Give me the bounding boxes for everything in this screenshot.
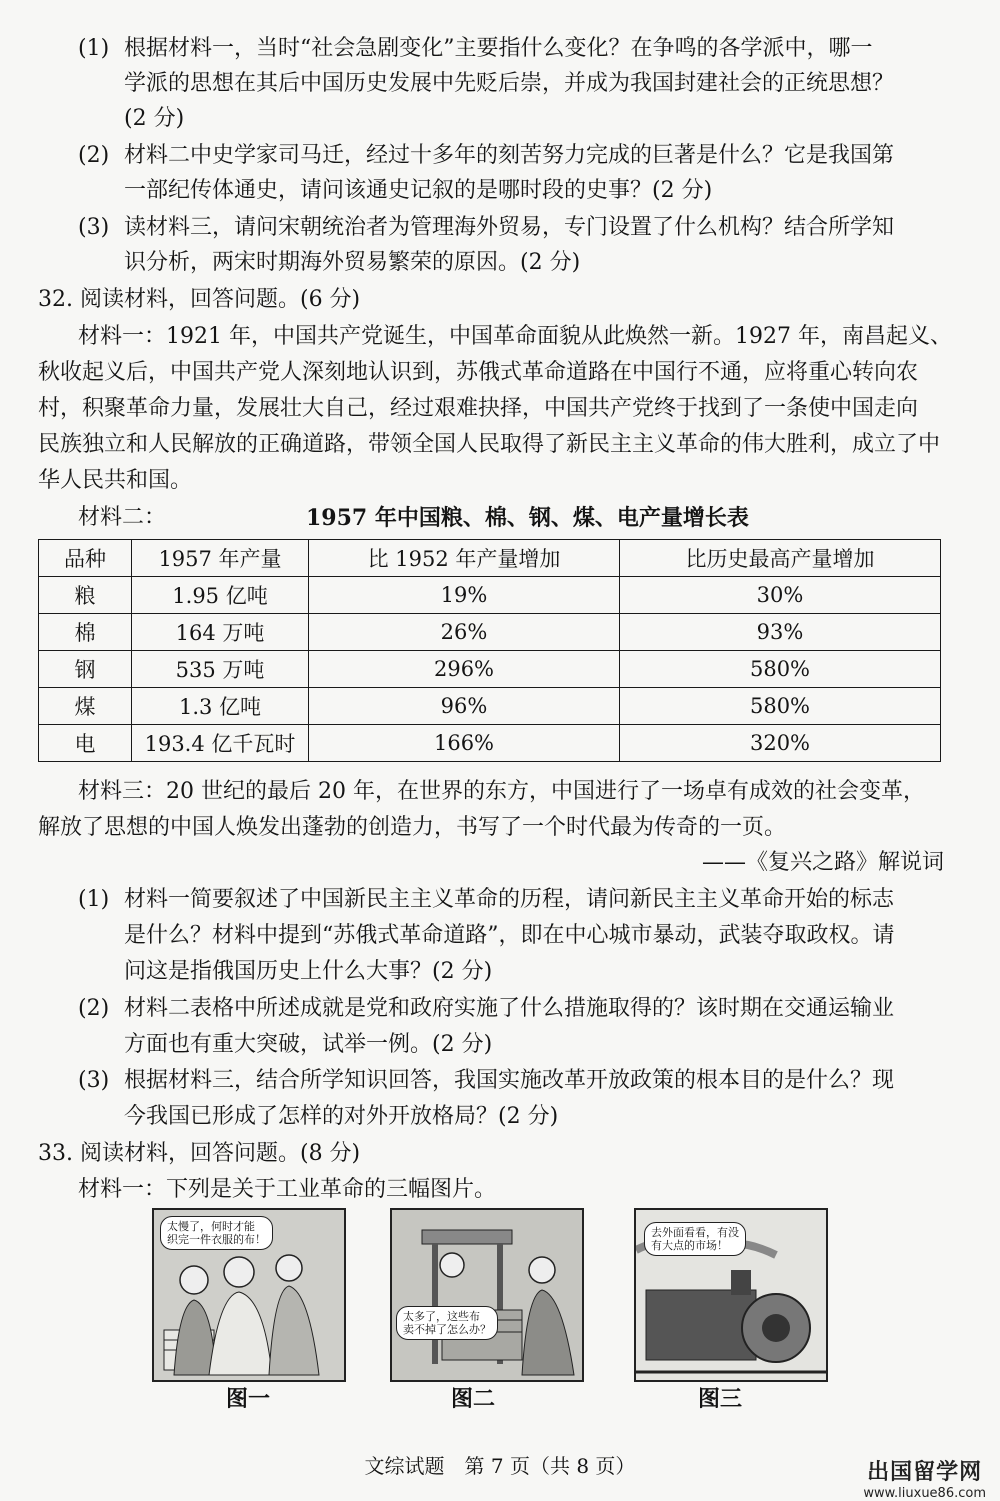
page-footer: 文综试题 第 7 页（共 8 页） [364,1454,636,1478]
cartoon-3-image [634,1208,828,1382]
table-cell: 棉 [39,614,132,651]
watermark-name: 出国留学网 [867,1460,983,1485]
q32-title: 32. 阅读材料，回答问题。(6 分) [38,287,361,312]
table-cell: 电 [39,725,132,762]
q32-m3-line-1: 材料三：20 世纪的最后 20 年，在世界的东方，中国进行了一场卓有成效的社会变革， [78,779,925,804]
table-cell: 580% [620,651,941,688]
table-cell: 166% [309,725,620,762]
q32-sub-2-line-2: 方面也有重大突破，试举一例。(2 分) [124,1032,493,1057]
q31-sub-1-line-2: 学派的思想在其后中国历史发展中先贬后崇，并成为我国封建社会的正统思想？ [124,71,895,96]
table-row [39,577,941,614]
table-row [39,688,941,725]
table-header-cell: 1957 年产量 [132,540,309,577]
table-cell: 26% [309,614,620,651]
q32-m3-line-2: 解放了思想的中国人焕发出蓬勃的创造力，书写了一个时代最为传奇的一页。 [38,815,787,840]
table-row [39,614,941,651]
q32-m2-title: 1957 年中国粮、棉、钢、煤、电产量增长表 [306,505,749,531]
table-header-cell: 比 1952 年产量增加 [309,540,620,577]
table-cell: 96% [309,688,620,725]
cartoon-1-bubble-line-1: 太慢了，何时才能 [167,1220,255,1233]
table-row [39,651,941,688]
cartoon-3-bubble-line-1: 去外面看看，有没 [651,1226,739,1239]
q31-sub-1-line-3: (2 分) [124,106,185,131]
cartoon-2-bubble-line-1: 太多了，这些布 [403,1310,480,1323]
cartoon-3-bubble-line-2: 有大点的市场！ [651,1239,728,1252]
watermark-url: www.liuxue86.com [863,1486,986,1501]
q33-m1: 材料一：下列是关于工业革命的三幅图片。 [78,1177,497,1202]
table-header-cell: 品种 [39,540,132,577]
q32-m1-line-3: 村，积聚革命力量，发展壮大自己，经过艰难抉择，中国共产党终于找到了一条使中国走向 [38,396,919,421]
cartoon-2-caption: 图二 [450,1386,495,1412]
cartoon-1-bubble-line-2: 织完一件衣服的布！ [167,1233,266,1246]
q31-sub-1-line-1: 根据材料一，当时“社会急剧变化”主要指什么变化？在争鸣的各学派中，哪一 [124,36,873,61]
cartoon-3-speech-bubble [644,1222,746,1256]
table-cell: 19% [309,577,620,614]
q32-sub-1-line-1: 材料一简要叙述了中国新民主主义革命的历程，请问新民主主义革命开始的标志 [124,887,895,912]
cartoon-1-caption: 图一 [225,1386,270,1412]
cartoon-1-speech-bubble [160,1216,273,1250]
q31-sub-3-line-2: 识分析，两宋时期海外贸易繁荣的原因。(2 分) [124,250,581,275]
table-cell: 580% [620,688,941,725]
table-cell: 93% [620,614,941,651]
q32-sub-2-line-1: 材料二表格中所述成就是党和政府实施了什么措施取得的？该时期在交通运输业 [124,996,895,1021]
q32-sub-3-line-1: 根据材料三，结合所学知识回答，我国实施改革开放政策的根本目的是什么？现 [124,1068,895,1093]
table-cell: 1.95 亿吨 [132,577,309,614]
cartoon-2-image [390,1208,584,1382]
q32-sub-3-line-2: 今我国已形成了怎样的对外开放格局？(2 分) [124,1104,559,1129]
q31-sub-2-num: (2) [78,143,110,168]
production-table [38,539,941,762]
q32-sub-1-line-3: 问这是指俄国历史上什么大事？(2 分) [124,959,493,984]
site-watermark [863,1455,986,1501]
table-header-row [39,540,941,577]
table-cell: 535 万吨 [132,651,309,688]
cartoon-2-drawing [392,1210,582,1380]
q32-m2-label: 材料二： [78,505,167,530]
q32-sub-3-num: (3) [78,1068,110,1093]
q32-sub-1-line-2: 是什么？材料中提到“苏俄式革命道路”，即在中心城市暴动，武装夺取政权。请 [124,923,895,948]
q32-sub-1-num: (1) [78,887,110,912]
table-row [39,725,941,762]
q31-sub-1-num: (1) [78,36,110,61]
table-header-cell: 比历史最高产量增加 [620,540,941,577]
table-cell: 钢 [39,651,132,688]
cartoon-2-speech-bubble [396,1306,498,1340]
cartoon-3-caption: 图三 [697,1386,742,1412]
q32-sub-2-num: (2) [78,996,110,1021]
table-cell: 煤 [39,688,132,725]
table-cell: 193.4 亿千瓦时 [132,725,309,762]
q32-m1-line-2: 秋收起义后，中国共产党人深刻地认识到，苏俄式革命道路在中国行不通，应将重心转向农 [38,360,919,385]
cartoon-2-bubble-line-2: 卖不掉了怎么办？ [403,1323,491,1336]
table-cell: 粮 [39,577,132,614]
table-cell: 320% [620,725,941,762]
cartoon-1-image [152,1208,346,1382]
q32-m1-line-4: 民族独立和人民解放的正确道路，带领全国人民取得了新民主主义革命的伟大胜利，成立了中 [38,432,941,457]
q32-m1-line-5: 华人民共和国。 [38,468,193,493]
q31-sub-3-num: (3) [78,215,110,240]
table-cell: 30% [620,577,941,614]
q32-m1-line-1: 材料一：1921 年，中国共产党诞生，中国革命面貌从此焕然一新。1927 年，南昌起义、 [78,324,952,349]
table-cell: 296% [309,651,620,688]
q31-sub-2-line-1: 材料二中史学家司马迁，经过十多年的刻苦努力完成的巨著是什么？它是我国第 [124,143,895,168]
table-cell: 1.3 亿吨 [132,688,309,725]
table-cell: 164 万吨 [132,614,309,651]
q33-title: 33. 阅读材料，回答问题。(8 分) [38,1141,361,1166]
q31-sub-2-line-2: 一部纪传体通史，请问该通史记叙的是哪时段的史事？(2 分) [124,178,713,203]
q31-sub-3-line-1: 读材料三，请问宋朝统治者为管理海外贸易，专门设置了什么机构？结合所学知 [124,215,895,240]
q32-m3-source: ——《复兴之路》解说词 [701,850,944,875]
